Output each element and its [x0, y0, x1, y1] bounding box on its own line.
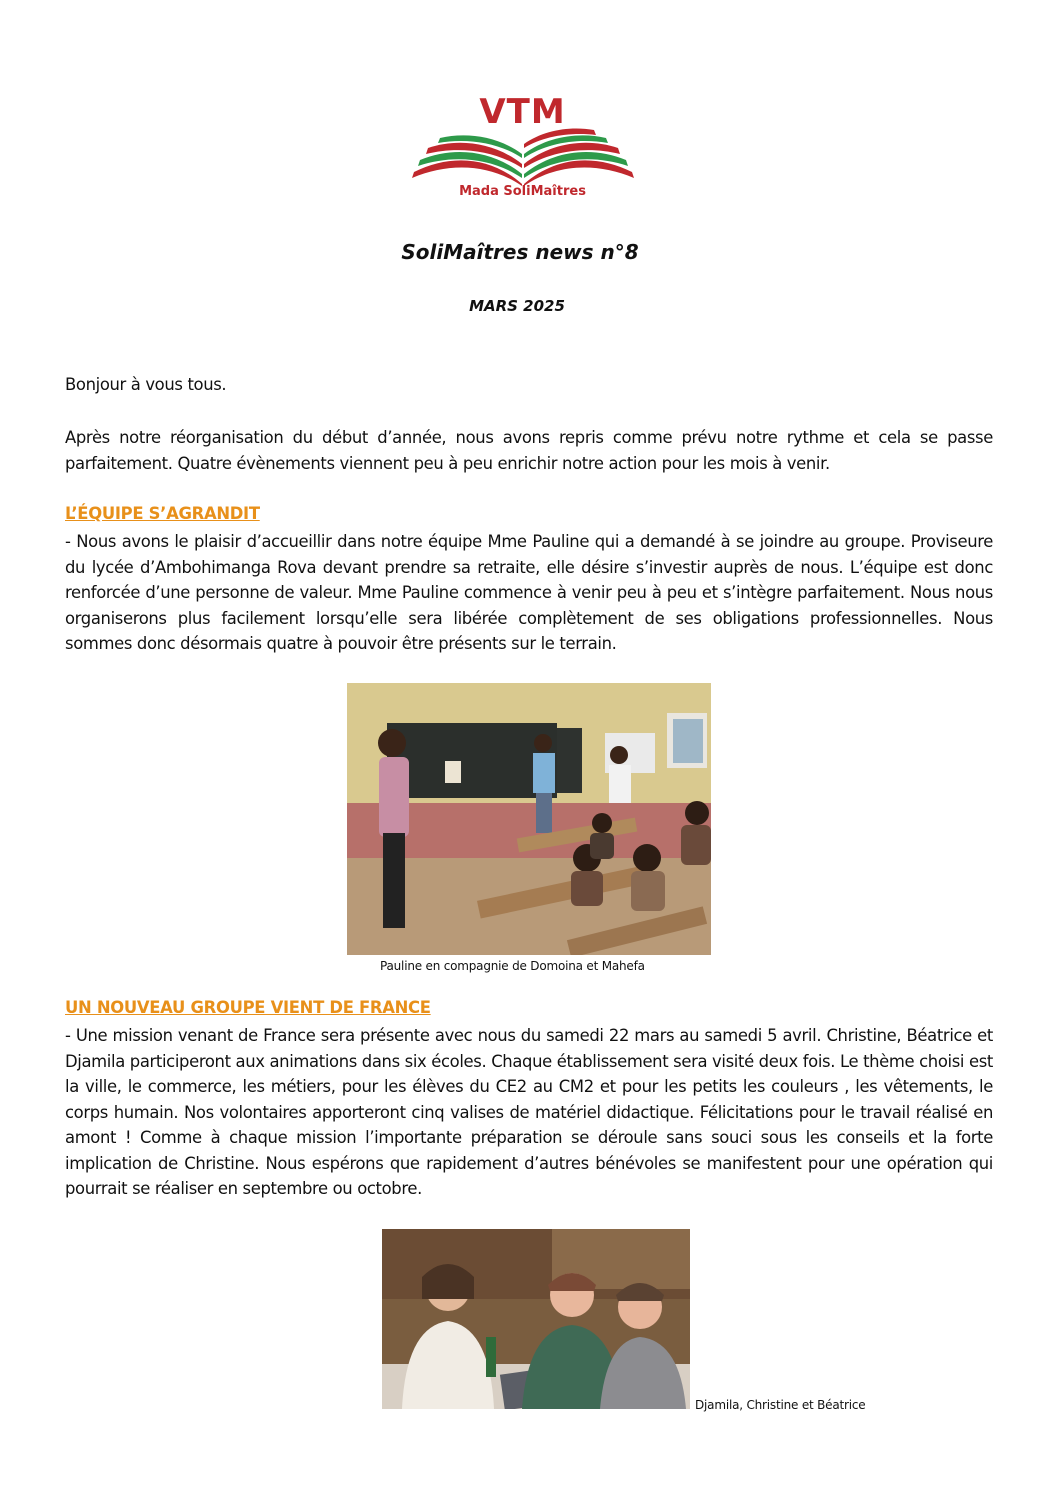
classroom-photo — [347, 683, 711, 955]
newsletter-title: SoliMaîtres news n°8 — [401, 240, 639, 264]
newsletter-date: MARS 2025 — [469, 297, 565, 315]
section-heading-france-group: UN NOUVEAU GROUPE VIENT DE FRANCE — [65, 998, 431, 1017]
section-text-team: - Nous avons le plaisir d’accueillir dans notre équipe Mme Pauline qui a demandé à se joindre au groupe. Proviseure du lycée d’Ambohimanga Rova devant prendre sa retraite, elle désire s’investir auprès de nous. L’équipe est donc renforcée d’une personne de valeur. Mme Pauline commence à venir peu à peu et s’intègre parfaitement. Nous nous organiserons plus facilement lorsqu’elle sera libérée complètement de ses obligations professionnelles. Nous sommes donc désormais quatre à pouvoir être présents sur le terrain. — [65, 532, 993, 653]
photo-caption-classroom: Pauline en compagnie de Domoina et Mahefa — [380, 959, 645, 973]
greeting: Bonjour à vous tous. — [65, 375, 227, 394]
section-text-france-group: - Une mission venant de France sera présente avec nous du samedi 22 mars au samedi 5 avril. Christine, Béatrice et Djamila participeront aux animations dans six écoles. Chaque établissement sera visité deux fois. Le thème choisi est la ville, le commerce, les métiers, pour les élèves du CE2 au CM2 et pour les petits les couleurs , les vêtements, le corps humain. Nos volontaires apporteront cinq valises de matériel didactique. Félicitations pour le travail réalisé en amont ! Comme à chaque mission l’importante préparation se déroule sans souci sous les conseils et la forte implication de Christine. Nous espérons que rapidement d’autres bénévoles se manifestent pour une opération qui pourrait se réaliser en septembre ou octobre. — [65, 1026, 993, 1198]
section-heading-team: L’ÉQUIPE S’AGRANDIT — [65, 504, 260, 523]
intro-paragraph: Après notre réorganisation du début d’année, nous avons repris comme prévu notre rythme et cela se passe parfaitement. Quatre évènements viennent peu à peu enrichir notre action pour les mois à venir. — [65, 428, 993, 473]
logo-initials: VTM — [479, 92, 566, 132]
volunteers-photo — [382, 1229, 690, 1409]
vtm-logo — [410, 88, 635, 210]
logo-tagline: Mada SoliMaîtres — [459, 184, 586, 199]
photo-caption-volunteers: Djamila, Christine et Béatrice — [695, 1398, 866, 1412]
open-book-icon — [410, 126, 635, 188]
